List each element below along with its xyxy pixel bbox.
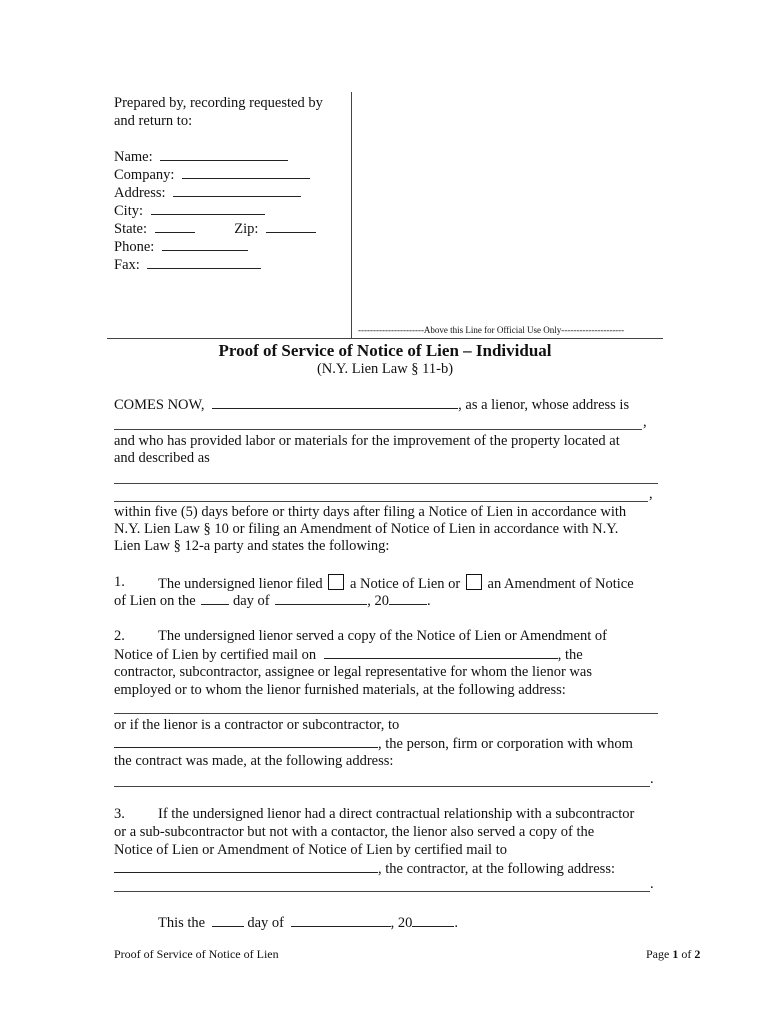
item2-line7: the contract was made, at the following address:	[114, 753, 394, 769]
document-subtitle: (N.Y. Lien Law § 11-b)	[316, 361, 454, 377]
item3-number: 3.	[114, 806, 125, 822]
page-indicator	[646, 947, 700, 962]
header-divider-vertical	[351, 92, 352, 338]
item1-number: 1.	[114, 574, 125, 590]
date-row	[158, 914, 458, 932]
city-label: City:	[114, 203, 144, 219]
item3-contractor-field[interactable]	[114, 860, 378, 873]
page-number: 1	[672, 947, 679, 961]
item2-contract-address-field[interactable]	[114, 786, 650, 787]
zip-field[interactable]	[266, 220, 316, 233]
name-field[interactable]	[160, 148, 288, 161]
name-label: Name:	[114, 149, 153, 165]
header-divider-horizontal	[107, 338, 663, 339]
within-line1: within five (5) days before or thirty days after filing a Notice of Lien in accordance with	[114, 504, 627, 520]
prepared-by-line2: and return to:	[114, 113, 193, 129]
item2-person-field[interactable]	[114, 735, 378, 748]
twenty-label: , 20	[390, 915, 413, 931]
within-line2: N.Y. Lien Law § 10 or filing an Amendment of Notice of Lien in accordance with N.Y.	[114, 521, 619, 537]
company-field[interactable]	[182, 166, 310, 179]
comes-now-row	[114, 396, 629, 414]
item3-line1: If the undersigned lienor had a direct contractual relationship with a subcontractor	[158, 806, 635, 822]
footer-title: Proof of Service of Notice of Lien	[114, 947, 279, 961]
day-of-label: day of	[247, 915, 285, 931]
item2-line2-a: Notice of Lien by certified mail on	[114, 647, 317, 663]
item3-line3: Notice of Lien or Amendment of Notice of Lien by certified mail to	[114, 842, 507, 858]
zip-label: Zip:	[234, 221, 259, 237]
notice-of-lien-checkbox[interactable]	[328, 574, 344, 590]
period-1: .	[650, 771, 654, 787]
item3-line2: or a sub-subcontractor but not with a contactor, the lienor also served a copy of the	[114, 824, 595, 840]
item1-line2-c: , 20	[367, 593, 390, 609]
this-the-label: This the	[158, 915, 206, 931]
phone-label: Phone:	[114, 239, 155, 255]
page-prefix: Page	[646, 947, 670, 961]
item2-date-field[interactable]	[324, 646, 558, 659]
address-label: Address:	[114, 185, 166, 201]
fax-row	[114, 256, 261, 274]
item2-line6-b: , the person, firm or corporation with whom	[378, 736, 633, 752]
period-3: .	[454, 915, 459, 931]
official-use-note: ----------------------Above this Line for Official Use Only---------------------	[358, 325, 625, 335]
fax-label: Fax:	[114, 257, 140, 273]
within-line3: Lien Law § 12-a party and states the following:	[114, 538, 390, 554]
state-row	[114, 220, 316, 238]
item1-day-field[interactable]	[201, 592, 229, 605]
item1-text-c: an Amendment of Notice	[487, 576, 634, 592]
page-of: of	[681, 947, 692, 961]
property-field-2[interactable]	[114, 501, 648, 502]
item1-month-field[interactable]	[275, 592, 367, 605]
item1-period: .	[427, 593, 431, 609]
period-2: .	[650, 876, 654, 892]
item2-line3: contractor, subcontractor, assignee or legal representative for whom the lienor was	[114, 664, 592, 680]
company-row	[114, 166, 310, 184]
provided-line1: and who has provided labor or materials for the improvement of the property located at	[114, 433, 620, 449]
fax-field[interactable]	[147, 256, 261, 269]
item1-year-field[interactable]	[389, 592, 427, 605]
item2-line4: employed or to whom the lienor furnished materials, at the following address:	[114, 682, 566, 698]
property-field-1[interactable]	[114, 483, 658, 484]
state-field[interactable]	[155, 220, 195, 233]
state-label: State:	[114, 221, 148, 237]
provided-line2: and described as	[114, 450, 210, 466]
item1-date-row	[114, 592, 431, 610]
amendment-checkbox[interactable]	[466, 574, 482, 590]
item2-line5: or if the lienor is a contractor or subcontractor, to	[114, 717, 400, 733]
item3-line4-b: , the contractor, at the following address:	[378, 861, 615, 877]
item1-row	[158, 574, 634, 593]
lienor-address-field[interactable]	[114, 429, 642, 430]
item2-line6-row	[114, 735, 633, 753]
address-row	[114, 184, 301, 202]
company-label: Company:	[114, 167, 175, 183]
page-total: 2	[694, 947, 701, 961]
prepared-by-line1: Prepared by, recording requested by	[114, 95, 323, 111]
sign-year-field[interactable]	[412, 914, 454, 927]
name-row	[114, 148, 288, 166]
phone-row	[114, 238, 248, 256]
item3-address-field[interactable]	[114, 891, 650, 892]
comma-2: ,	[649, 486, 653, 502]
item2-line2-row	[114, 646, 583, 664]
item2-address-field[interactable]	[114, 713, 658, 714]
comes-now-label: COMES NOW,	[114, 397, 205, 413]
city-row	[114, 202, 265, 220]
item1-line2-a: of Lien on the	[114, 593, 196, 609]
document-title: Proof of Service of Notice of Lien – Individual	[218, 341, 552, 360]
comma-1: ,	[643, 414, 647, 430]
item2-line2-b: , the	[557, 647, 583, 663]
item2-line1: The undersigned lienor served a copy of the Notice of Lien or Amendment of	[158, 628, 607, 644]
city-field[interactable]	[151, 202, 265, 215]
sign-day-field[interactable]	[212, 914, 244, 927]
as-lienor-text: , as a lienor, whose address is	[458, 397, 630, 413]
address-field[interactable]	[173, 184, 301, 197]
lienor-name-field[interactable]	[212, 396, 458, 409]
item2-number: 2.	[114, 628, 125, 644]
item3-line4-row	[114, 860, 615, 878]
item1-text-a: The undersigned lienor filed	[158, 576, 323, 592]
item1-text-b: a Notice of Lien or	[349, 576, 461, 592]
sign-month-field[interactable]	[291, 914, 391, 927]
item1-line2-b: day of	[233, 593, 270, 609]
phone-field[interactable]	[162, 238, 248, 251]
